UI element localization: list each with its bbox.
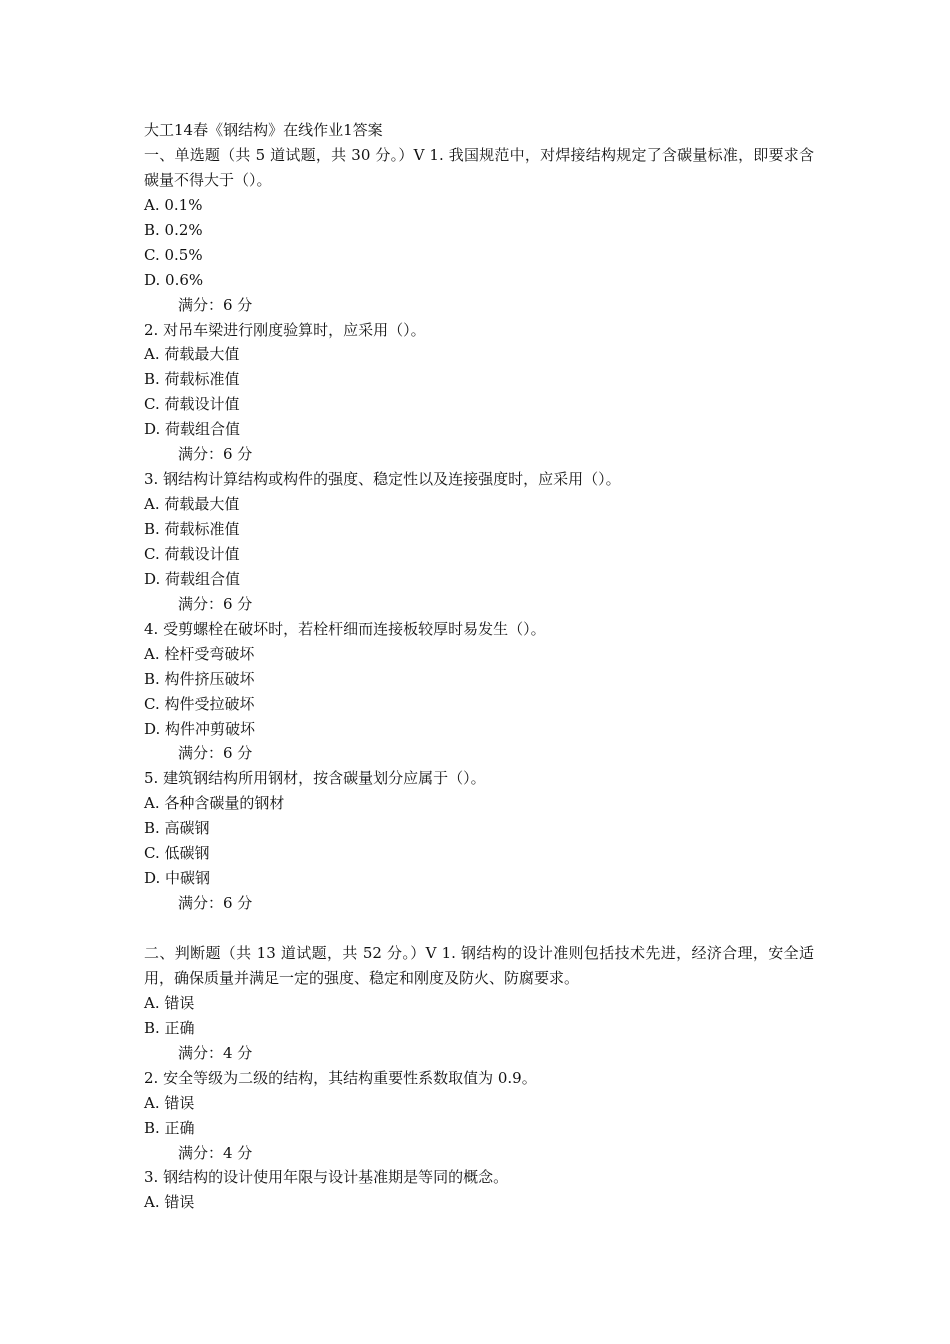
option-line: A. 错误 xyxy=(144,1193,195,1212)
score-line: 满分：6 分 xyxy=(178,594,253,613)
question-line: 2. 对吊车梁进行刚度验算时，应采用（）。 xyxy=(144,320,426,339)
section2-header: 二、判断题（共 13 道试题，共 52 分。）V 1. 钢结构的设计准则包括技术先进，经济合理，安全适用，确保质量并满足一定的强度、稳定和刚度及防火、防腐要求。 xyxy=(144,943,814,987)
option-line: A. 各种含碳量的钢材 xyxy=(144,794,285,813)
option-line: D. 构件冲剪破坏 xyxy=(144,719,256,738)
option-line: A. 0.1% xyxy=(144,195,203,214)
question-line: 2. 安全等级为二级的结构，其结构重要性系数取值为 0.9。 xyxy=(144,1068,537,1087)
option-line: D. 0.6% xyxy=(144,270,204,289)
option-line: A. 栓杆受弯破坏 xyxy=(144,644,255,663)
question-line: 4. 受剪螺栓在破坏时，若栓杆细而连接板较厚时易发生（）。 xyxy=(144,619,546,638)
option-line: B. 正确 xyxy=(144,1018,195,1037)
score-line: 满分：6 分 xyxy=(178,445,253,464)
option-line: B. 高碳钢 xyxy=(144,819,210,838)
document-body xyxy=(144,118,814,1215)
score-line: 满分：6 分 xyxy=(178,295,253,314)
option-line: A. 错误 xyxy=(144,1093,195,1112)
question-line: 5. 建筑钢结构所用钢材，按含碳量划分应属于（）。 xyxy=(144,769,486,788)
document-title: 大工14春《钢结构》在线作业1答案 xyxy=(144,121,383,139)
option-line: A. 荷载最大值 xyxy=(144,345,240,364)
option-line: B. 荷载标准值 xyxy=(144,520,240,539)
option-line: A. 错误 xyxy=(144,993,195,1012)
option-line: B. 荷载标准值 xyxy=(144,370,240,389)
option-line: D. 荷载组合值 xyxy=(144,420,241,439)
question-line: 3. 钢结构的设计使用年限与设计基准期是等同的概念。 xyxy=(144,1168,509,1187)
option-line: D. 中碳钢 xyxy=(144,869,211,888)
question-line: 3. 钢结构计算结构或构件的强度、稳定性以及连接强度时，应采用（）。 xyxy=(144,470,621,489)
option-line: C. 0.5% xyxy=(144,245,203,264)
option-line: D. 荷载组合值 xyxy=(144,569,241,588)
option-line: C. 低碳钢 xyxy=(144,844,210,863)
section1-header: 一、单选题（共 5 道试题，共 30 分。）V 1. 我国规范中，对焊接结构规定了含碳量标准，即要求含碳量不得大于（）。 xyxy=(144,145,814,189)
score-line: 满分：4 分 xyxy=(178,1043,253,1062)
score-line: 满分：4 分 xyxy=(178,1143,253,1162)
option-line: C. 构件受拉破坏 xyxy=(144,694,255,713)
score-line: 满分：6 分 xyxy=(178,894,253,913)
option-line: C. 荷载设计值 xyxy=(144,395,240,414)
option-line: C. 荷载设计值 xyxy=(144,544,240,563)
option-line: B. 0.2% xyxy=(144,220,203,239)
score-line: 满分：6 分 xyxy=(178,744,253,763)
option-line: B. 构件挤压破坏 xyxy=(144,669,255,688)
option-line: A. 荷载最大值 xyxy=(144,495,240,514)
option-line: B. 正确 xyxy=(144,1118,195,1137)
section-spacer xyxy=(144,916,814,941)
